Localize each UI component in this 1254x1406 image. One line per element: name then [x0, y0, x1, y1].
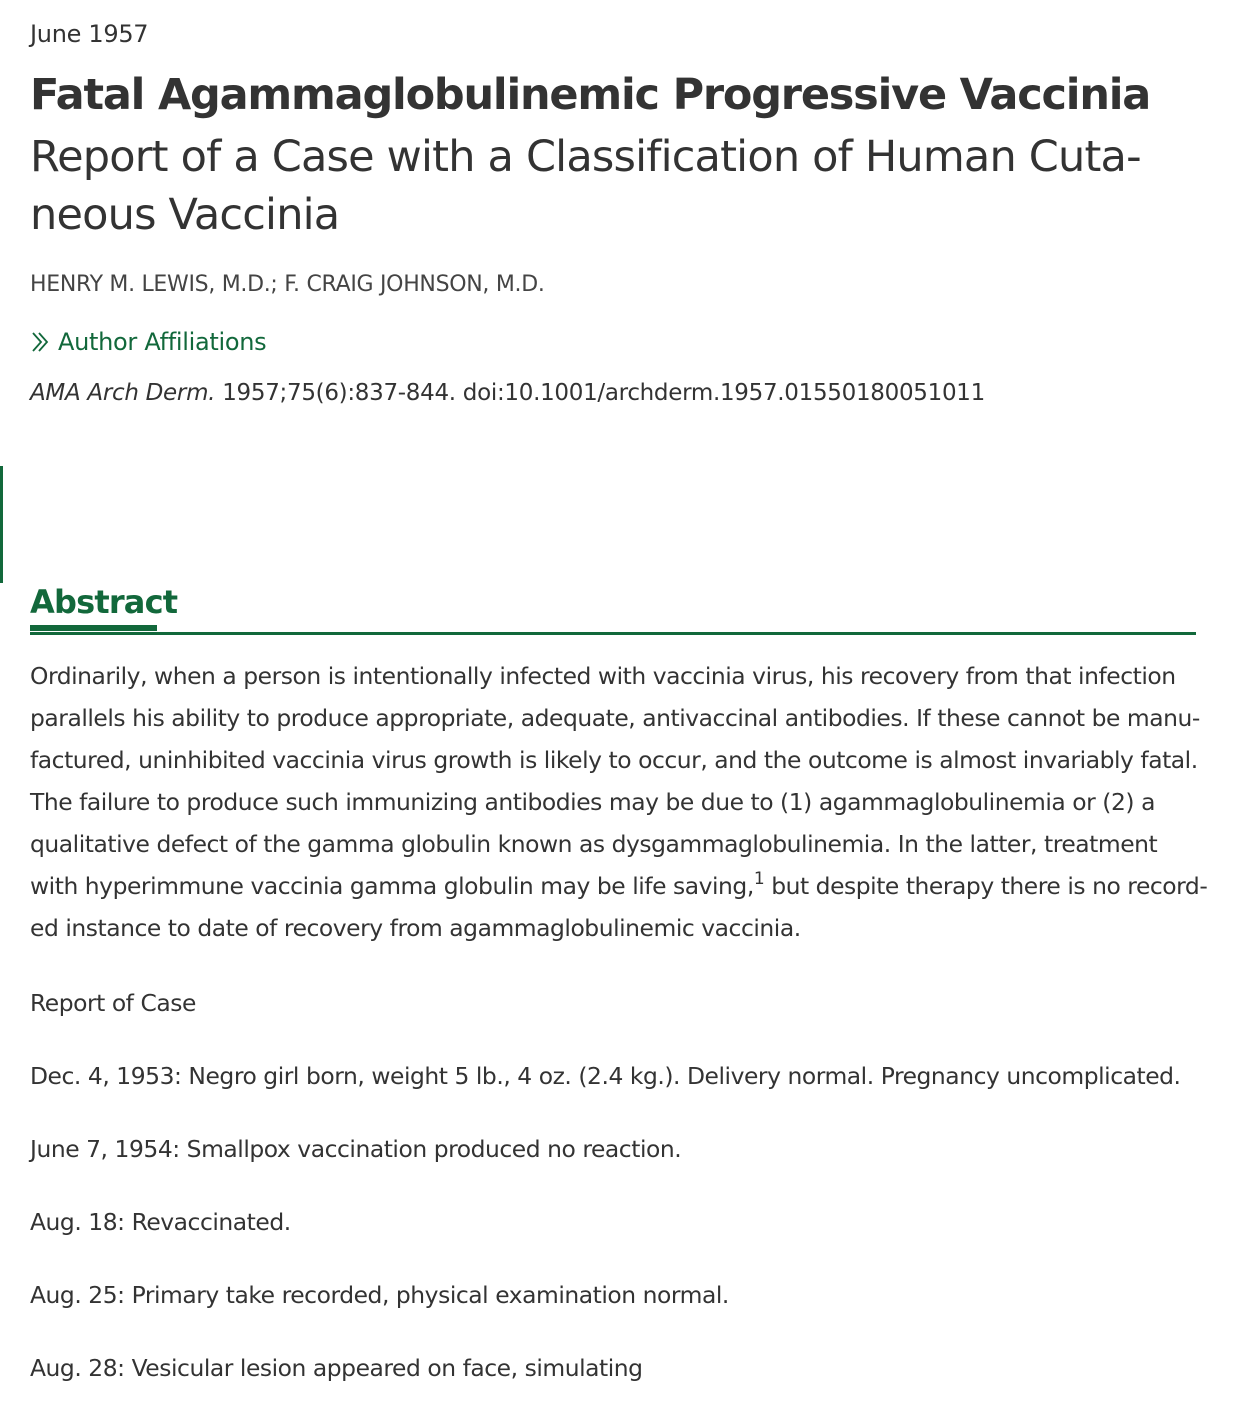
abstract-line-text: with hyperimmune vaccinia gamma globulin may be life saving, [30, 872, 754, 900]
citation-details: 1957;75(6):837-844. doi:10.1001/archderm.1957.01550180051011 [215, 380, 985, 406]
report-entry: Dec. 4, 1953: Negro girl born, weight 5 lb., 4 oz. (2.4 kg.). Delivery normal. Pregnancy uncomplicated. [30, 1062, 1181, 1090]
abstract-line: The failure to produce such immunizing antibodies may be due to (1) agammaglobulinemia or (2) a [30, 788, 1155, 816]
citation [30, 377, 985, 409]
report-entry: Aug. 28: Vesicular lesion appeared on face, simulating [30, 1354, 643, 1382]
abstract-line: ed instance to date of recovery from agammaglobulinemic vaccinia. [30, 914, 801, 942]
article-title: Fatal Agammaglobulinemic Progressive Vaccinia [30, 70, 1151, 120]
double-chevron-right-icon [30, 330, 52, 354]
citation-journal: AMA Arch Derm. [30, 380, 216, 406]
abstract-heading-underline [30, 625, 157, 631]
abstract-line: factured, uninhibited vaccinia virus growth is likely to occur, and the outcome is almost invariably fatal. [30, 746, 1198, 774]
issue-date: June 1957 [30, 20, 149, 48]
section-divider [30, 632, 1196, 635]
author-list: HENRY M. LEWIS, M.D.; F. CRAIG JOHNSON, M.D. [30, 272, 545, 297]
report-entry: Aug. 25: Primary take recorded, physical examination normal. [30, 1281, 729, 1309]
report-entry: June 7, 1954: Smallpox vaccination produced no reaction. [30, 1135, 682, 1163]
abstract-line-text: but despite therapy there is no record- [764, 872, 1208, 900]
abstract-line: Ordinarily, when a person is intentionally infected with vaccinia virus, his recovery from that infection [30, 662, 1176, 690]
author-affiliations-toggle[interactable] [30, 326, 266, 358]
author-affiliations-label: Author Affiliations [58, 328, 267, 356]
article-subtitle-line: neous Vaccinia [30, 190, 340, 240]
article-subtitle-line: Report of a Case with a Classification of Human Cuta- [30, 132, 1141, 182]
article-subtitle [30, 128, 1196, 244]
abstract-heading: Abstract [30, 583, 178, 621]
abstract-line: parallels his ability to produce appropriate, adequate, antivaccinal antibodies. If these cannot be manu- [30, 704, 1200, 732]
report-entry: Aug. 18: Revaccinated. [30, 1208, 291, 1236]
abstract-body [30, 655, 1208, 949]
abstract-line: qualitative defect of the gamma globulin known as dysgammaglobulinemia. In the latter, treatment [30, 830, 1158, 858]
abstract-line [30, 865, 1208, 907]
section-marker-bar [0, 466, 3, 583]
report-heading: Report of Case [30, 989, 196, 1017]
reference-link[interactable]: 1 [753, 869, 765, 889]
